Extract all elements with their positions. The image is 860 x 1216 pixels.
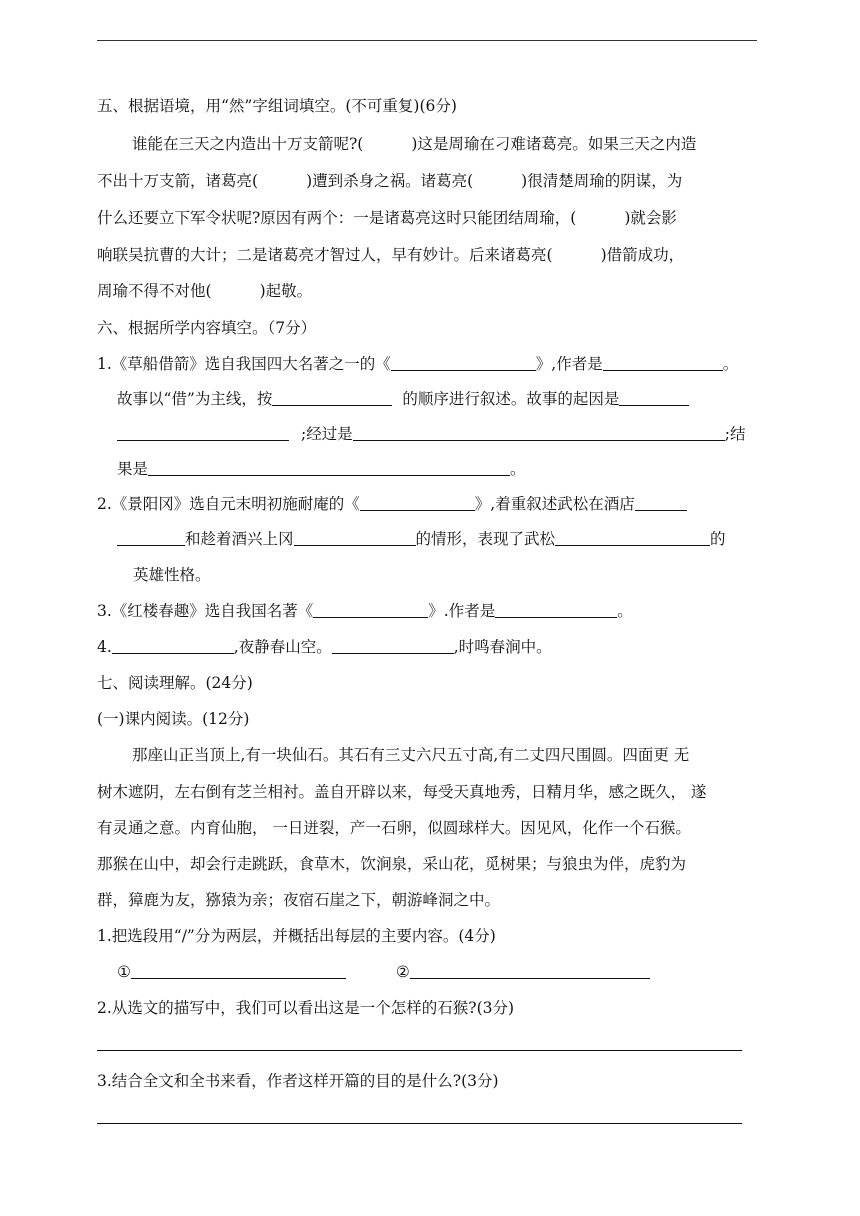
blank-sequence[interactable]	[272, 389, 392, 406]
blank-process[interactable]	[353, 424, 725, 441]
answer-layer-1[interactable]	[131, 962, 346, 979]
q6-2-line-2: 和趁着酒兴上冈 的情形，表现了武松 的	[117, 529, 726, 549]
passage-line-5: 群，獐鹿为友，猕猿为亲；夜宿石崖之下，朝游峰洞之中。	[97, 891, 501, 909]
q7-1-answers: ① ②	[117, 962, 650, 982]
q6-3: 3.《红楼春趣》选自我国名著《 》.作者是 。	[97, 602, 633, 620]
passage-line-1: 那座山正当顶上,有一块仙石。其石有三丈六尺五寸高,有二丈四尺围圆。四面更 无	[132, 746, 690, 764]
blank-book-title-2[interactable]	[360, 494, 475, 511]
section-5-line-4: 响联吴抗曹的大计；二是诸葛亮才智过人，早有妙计。后来诸葛亮( )借箭成功，	[97, 246, 685, 264]
blank-cause-a[interactable]	[619, 389, 689, 406]
blank-tavern-b[interactable]	[117, 529, 185, 546]
passage-line-2: 树木遮阴，左右倒有芝兰相衬。盖自开辟以来，每受天真地秀，日精月华，感之既久， 遂	[97, 783, 707, 801]
q6-1-line-3: ;经过是 ;结	[117, 424, 745, 444]
q7-1: 1.把选段用“/”分为两层，并概括出每层的主要内容。(4分)	[97, 927, 496, 945]
blank-book-title[interactable]	[391, 354, 536, 371]
blank-character[interactable]	[555, 529, 710, 546]
q6-1-line-4: 果是 。	[117, 460, 526, 478]
section-5-line-2: 不出十万支箭，诸葛亮( )遭到杀身之祸。诸葛亮( )很清楚周瑜的阴谋，为	[97, 172, 683, 190]
blank-poem-2[interactable]	[332, 637, 454, 654]
q7-2: 2.从选文的描写中，我们可以看出这是一个怎样的石猴?(3分)	[97, 999, 515, 1017]
answer-layer-2[interactable]	[410, 962, 650, 979]
section-7-subtitle: (一)课内阅读。(12分)	[97, 710, 250, 728]
blank-cause-b[interactable]	[117, 424, 289, 441]
q7-3: 3.结合全文和全书来看，作者这样开篇的目的是什么?(3分)	[97, 1072, 499, 1090]
q6-1-line-2: 故事以“借”为主线，按 的顺序进行叙述。故事的起因是	[117, 389, 689, 409]
answer-line-q3[interactable]	[97, 1123, 742, 1124]
q6-2-line-3: 英雄性格。	[133, 566, 211, 584]
section-5-line-5: 周瑜不得不对他( )起敬。	[97, 282, 313, 300]
q6-1-line-1: 1.《草船借箭》选自我国四大名著之一的《 》,作者是 。	[97, 355, 739, 373]
blank-poem-1[interactable]	[112, 637, 234, 654]
section-5-line-3: 什么还要立下军令状呢?原因有两个：一是诸葛亮这时只能团结周瑜，( )就会影	[97, 209, 677, 227]
q6-4: 4. ,夜静春山空。 ,时鸣春涧中。	[97, 638, 552, 656]
section-6-title: 六、根据所学内容填空。（7分）	[97, 319, 317, 337]
q6-2-line-1: 2.《景阳冈》选自元末明初施耐庵的《 》,着重叙述武松在酒店	[97, 494, 687, 514]
blank-author-3[interactable]	[495, 601, 617, 618]
header-rule	[97, 40, 757, 41]
section-5-line-1: 谁能在三天之内造出十万支箭呢?( )这是周瑜在刁难诸葛亮。如果三天之内造	[132, 135, 697, 153]
section-7-title: 七、阅读理解。(24分)	[97, 674, 253, 692]
blank-tavern-a[interactable]	[635, 494, 687, 511]
passage-line-3: 有灵通之意。内育仙胞， 一日迸裂，产一石卵，似圆球样大。因见风，化作一个石猴。	[97, 819, 691, 837]
blank-book-title-3[interactable]	[313, 601, 428, 618]
passage-line-4: 那猴在山中，却会行走跳跃，食草木，饮涧泉，采山花，觅树果；与狼虫为伴，虎豹为	[97, 855, 687, 873]
blank-ridge[interactable]	[294, 529, 416, 546]
section-5-title: 五、根据语境，用“然”字组词填空。(不可重复)(6分)	[97, 97, 457, 115]
blank-author[interactable]	[603, 354, 723, 371]
blank-result[interactable]	[148, 459, 510, 476]
answer-line-q2[interactable]	[97, 1050, 742, 1051]
